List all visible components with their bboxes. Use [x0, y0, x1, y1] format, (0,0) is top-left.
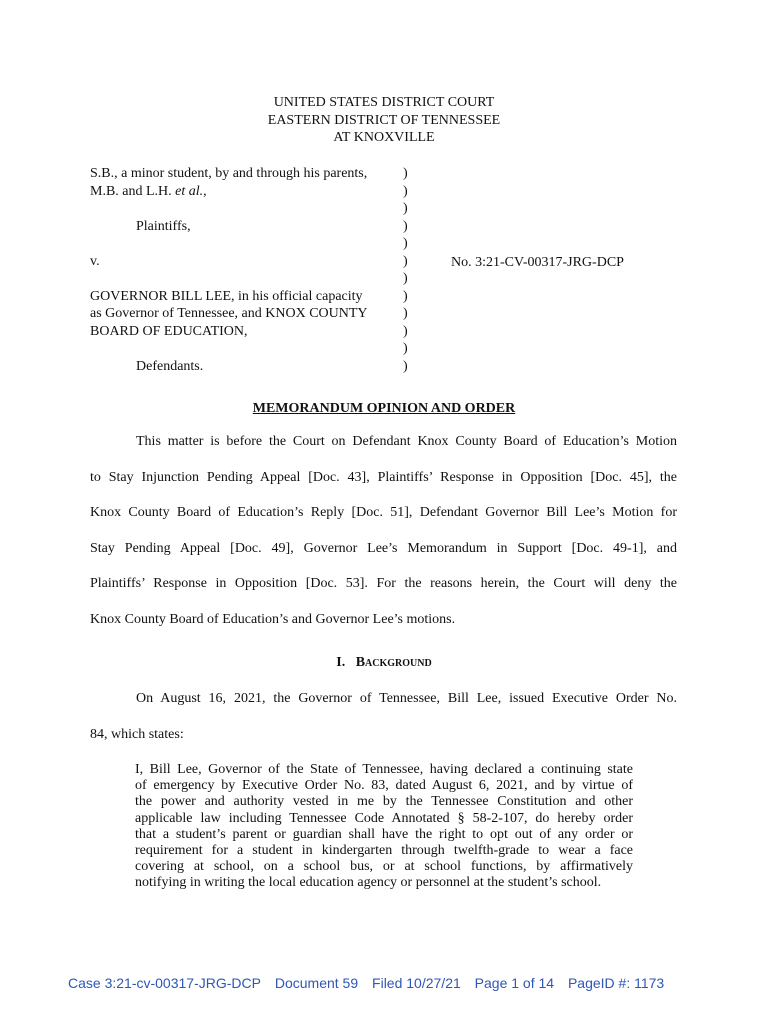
- defendant-line-3: BOARD OF EDUCATION,: [90, 323, 248, 339]
- paren: ): [403, 358, 408, 374]
- footer-document: Document 59: [274, 975, 359, 991]
- plaintiffs-label: Plaintiffs,: [136, 218, 191, 234]
- court-location: AT KNOXVILLE: [333, 130, 435, 145]
- quote-line: requirement for a student in kindergarten through twelfth-grade to wear a face: [135, 842, 633, 858]
- plaintiff-parents: M.B. and L.H.: [90, 183, 176, 199]
- case-number: No. 3:21-CV-00317-JRG-DCP: [451, 255, 624, 270]
- quote-line: that a student’s parent or guardian shall have the right to opt out of any order or: [135, 826, 633, 842]
- court-name: UNITED STATES DISTRICT COURT: [273, 95, 495, 110]
- quote-line: of emergency by Executive Order No. 83, dated August 6, 2021, and by virtue of: [135, 778, 633, 794]
- et-al: et al.: [175, 183, 204, 199]
- paragraph-line: This matter is before the Court on Defendant Knox County Board of Education’s Motion: [136, 434, 677, 449]
- document-title: MEMORANDUM OPINION AND ORDER: [252, 401, 516, 416]
- defendant-line-1: GOVERNOR BILL LEE, in his official capacity: [90, 288, 363, 304]
- paragraph-line: 84, which states:: [90, 726, 184, 742]
- paragraph-line: Knox County Board of Education’s Reply [Doc. 51], Defendant Governor Bill Lee’s Motion for: [90, 505, 677, 520]
- quote-line: the power and authority vested in me by the Tennessee Constitution and other: [135, 794, 633, 810]
- paren: ): [403, 253, 408, 269]
- paren: ): [403, 166, 408, 181]
- paragraph-line: Knox County Board of Education’s and Governor Lee’s motions.: [90, 611, 456, 627]
- court-header: [0, 94, 768, 147]
- quote-line: I, Bill Lee, Governor of the State of Tennessee, having declared a continuing state: [135, 762, 633, 777]
- defendant-line-2: as Governor of Tennessee, and KNOX COUNTY: [90, 306, 368, 321]
- ecf-footer: [68, 975, 674, 991]
- paren: ): [403, 341, 408, 356]
- footer-filed: Filed 10/27/21: [372, 975, 461, 991]
- footer-case: Case 3:21-cv-00317-JRG-DCP: [68, 975, 261, 991]
- paren: ): [403, 323, 408, 339]
- plaintiff-line-1: S.B., a minor student, by and through his parents,: [90, 166, 368, 181]
- section-title: Background: [355, 655, 432, 670]
- quote-line: covering at school, on a school bus, or at school functions, by affirmatively: [135, 859, 633, 875]
- quote-line: applicable law including Tennessee Code Annotated § 58-2-107, do hereby order: [135, 810, 633, 826]
- section-numeral: I.: [336, 655, 346, 670]
- paren: ): [403, 183, 408, 199]
- paren: ): [403, 201, 408, 216]
- paren: ): [403, 271, 408, 286]
- defendants-label: Defendants.: [136, 358, 204, 374]
- quote-line: notifying in writing the local education agency or personnel at the student’s school.: [135, 875, 602, 891]
- plaintiff-line-2: [90, 183, 395, 201]
- court-district: EASTERN DISTRICT OF TENNESSEE: [267, 112, 501, 128]
- versus-label: v.: [90, 253, 100, 269]
- section-heading: [0, 655, 768, 671]
- paren: ): [403, 288, 408, 304]
- caption-parentheses: [403, 165, 408, 375]
- paren: ): [403, 306, 408, 321]
- footer-pageid: PageID #: 1173: [567, 975, 665, 991]
- plaintiff-comma: ,: [203, 183, 207, 199]
- paragraph-line: to Stay Injunction Pending Appeal [Doc. 43], Plaintiffs’ Response in Opposition [Doc. 45], the: [90, 469, 677, 485]
- case-caption: [90, 165, 395, 375]
- paren: ): [403, 218, 408, 234]
- paragraph-1: [90, 424, 677, 637]
- block-quote: [135, 762, 633, 892]
- paragraph-line: On August 16, 2021, the Governor of Tennessee, Bill Lee, issued Executive Order No.: [136, 691, 677, 706]
- paragraph-line: Stay Pending Appeal [Doc. 49], Governor Lee’s Memorandum in Support [Doc. 49-1], and: [90, 540, 677, 556]
- paragraph-2: [90, 681, 677, 752]
- paren: ): [403, 236, 408, 251]
- footer-page: Page 1 of 14: [474, 975, 555, 991]
- paragraph-line: Plaintiffs’ Response in Opposition [Doc. 53]. For the reasons herein, the Court will deny the: [90, 576, 677, 591]
